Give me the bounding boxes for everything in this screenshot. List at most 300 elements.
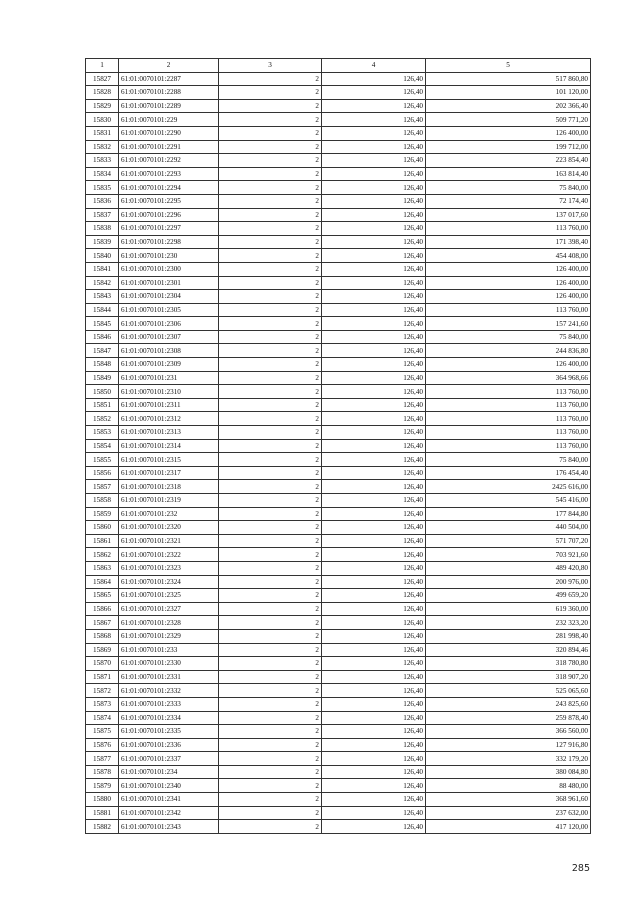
table-row [86, 412, 591, 426]
value-cell: 368 961,60 [426, 793, 591, 807]
row-number-cell: 15839 [86, 235, 119, 249]
value-cell: 101 120,00 [426, 86, 591, 100]
category-cell: 2 [219, 466, 322, 480]
row-number-cell: 15880 [86, 793, 119, 807]
cadastral-number-cell: 61:01:0070101:2304 [119, 290, 219, 304]
category-cell: 2 [219, 589, 322, 603]
row-number-cell: 15863 [86, 561, 119, 575]
cadastral-number-cell: 61:01:0070101:2333 [119, 697, 219, 711]
category-cell: 2 [219, 276, 322, 290]
rate-cell: 126,40 [322, 249, 426, 263]
category-cell: 2 [219, 494, 322, 508]
rate-cell: 126,40 [322, 181, 426, 195]
cadastral-number-cell: 61:01:0070101:2341 [119, 793, 219, 807]
cadastral-number-cell: 61:01:0070101:2313 [119, 426, 219, 440]
row-number-cell: 15853 [86, 426, 119, 440]
cadastral-number-cell: 61:01:0070101:231 [119, 371, 219, 385]
cadastral-number-cell: 61:01:0070101:2325 [119, 589, 219, 603]
row-number-cell: 15845 [86, 317, 119, 331]
cadastral-number-cell: 61:01:0070101:230 [119, 249, 219, 263]
row-number-cell: 15861 [86, 534, 119, 548]
category-cell: 2 [219, 534, 322, 548]
cadastral-number-cell: 61:01:0070101:2329 [119, 629, 219, 643]
cadastral-number-cell: 61:01:0070101:2301 [119, 276, 219, 290]
cadastral-number-cell: 61:01:0070101:2298 [119, 235, 219, 249]
category-cell: 2 [219, 629, 322, 643]
column-header-5: 5 [426, 59, 591, 73]
cadastral-number-cell: 61:01:0070101:2336 [119, 738, 219, 752]
rate-cell: 126,40 [322, 616, 426, 630]
cadastral-number-cell: 61:01:0070101:2319 [119, 494, 219, 508]
rate-cell: 126,40 [322, 453, 426, 467]
row-number-cell: 15856 [86, 466, 119, 480]
table-row [86, 453, 591, 467]
value-cell: 545 416,00 [426, 494, 591, 508]
rate-cell: 126,40 [322, 548, 426, 562]
rate-cell: 126,40 [322, 725, 426, 739]
category-cell: 2 [219, 670, 322, 684]
rate-cell: 126,40 [322, 439, 426, 453]
cadastral-number-cell: 61:01:0070101:2306 [119, 317, 219, 331]
category-cell: 2 [219, 290, 322, 304]
rate-cell: 126,40 [322, 235, 426, 249]
value-cell: 517 860,80 [426, 72, 591, 86]
value-cell: 320 894,46 [426, 643, 591, 657]
category-cell: 2 [219, 330, 322, 344]
row-number-cell: 15854 [86, 439, 119, 453]
category-cell: 2 [219, 752, 322, 766]
value-cell: 126 400,00 [426, 276, 591, 290]
table-row [86, 358, 591, 372]
rate-cell: 126,40 [322, 643, 426, 657]
category-cell: 2 [219, 358, 322, 372]
value-cell: 126 400,00 [426, 290, 591, 304]
row-number-cell: 15870 [86, 657, 119, 671]
rate-cell: 126,40 [322, 303, 426, 317]
category-cell: 2 [219, 86, 322, 100]
cadastral-number-cell: 61:01:0070101:229 [119, 113, 219, 127]
rate-cell: 126,40 [322, 602, 426, 616]
table-row [86, 507, 591, 521]
cadastral-number-cell: 61:01:0070101:2323 [119, 561, 219, 575]
rate-cell: 126,40 [322, 344, 426, 358]
row-number-cell: 15857 [86, 480, 119, 494]
table-row [86, 439, 591, 453]
rate-cell: 126,40 [322, 657, 426, 671]
category-cell: 2 [219, 820, 322, 834]
category-cell: 2 [219, 249, 322, 263]
cadastral-number-cell: 61:01:0070101:232 [119, 507, 219, 521]
table-row [86, 317, 591, 331]
value-cell: 171 398,40 [426, 235, 591, 249]
row-number-cell: 15869 [86, 643, 119, 657]
table-row [86, 657, 591, 671]
value-cell: 223 854,40 [426, 154, 591, 168]
table-row [86, 385, 591, 399]
value-cell: 243 825,60 [426, 697, 591, 711]
value-cell: 127 916,80 [426, 738, 591, 752]
cadastral-number-cell: 61:01:0070101:2324 [119, 575, 219, 589]
category-cell: 2 [219, 113, 322, 127]
table-row [86, 398, 591, 412]
row-number-cell: 15835 [86, 181, 119, 195]
value-cell: 199 712,00 [426, 140, 591, 154]
rate-cell: 126,40 [322, 779, 426, 793]
row-number-cell: 15879 [86, 779, 119, 793]
category-cell: 2 [219, 643, 322, 657]
table-row [86, 262, 591, 276]
row-number-cell: 15855 [86, 453, 119, 467]
category-cell: 2 [219, 181, 322, 195]
row-number-cell: 15827 [86, 72, 119, 86]
rate-cell: 126,40 [322, 371, 426, 385]
rate-cell: 126,40 [322, 99, 426, 113]
row-number-cell: 15860 [86, 521, 119, 535]
table-row [86, 222, 591, 236]
cadastral-number-cell: 61:01:0070101:2289 [119, 99, 219, 113]
cadastral-number-cell: 61:01:0070101:2305 [119, 303, 219, 317]
table-row [86, 290, 591, 304]
row-number-cell: 15872 [86, 684, 119, 698]
category-cell: 2 [219, 697, 322, 711]
page-number: 285 [571, 863, 590, 874]
row-number-cell: 15866 [86, 602, 119, 616]
category-cell: 2 [219, 575, 322, 589]
cadastral-value-table [85, 58, 591, 834]
rate-cell: 126,40 [322, 167, 426, 181]
cadastral-number-cell: 61:01:0070101:2295 [119, 194, 219, 208]
category-cell: 2 [219, 398, 322, 412]
cadastral-number-cell: 61:01:0070101:2296 [119, 208, 219, 222]
category-cell: 2 [219, 779, 322, 793]
category-cell: 2 [219, 235, 322, 249]
cadastral-number-cell: 61:01:0070101:2328 [119, 616, 219, 630]
value-cell: 113 760,00 [426, 398, 591, 412]
rate-cell: 126,40 [322, 765, 426, 779]
value-cell: 509 771,20 [426, 113, 591, 127]
cadastral-number-cell: 61:01:0070101:2342 [119, 806, 219, 820]
category-cell: 2 [219, 616, 322, 630]
rate-cell: 126,40 [322, 494, 426, 508]
rate-cell: 126,40 [322, 154, 426, 168]
cadastral-number-cell: 61:01:0070101:2294 [119, 181, 219, 195]
row-number-cell: 15864 [86, 575, 119, 589]
row-number-cell: 15836 [86, 194, 119, 208]
row-number-cell: 15846 [86, 330, 119, 344]
table-row [86, 820, 591, 834]
rate-cell: 126,40 [322, 194, 426, 208]
row-number-cell: 15858 [86, 494, 119, 508]
category-cell: 2 [219, 738, 322, 752]
value-cell: 244 836,80 [426, 344, 591, 358]
row-number-cell: 15873 [86, 697, 119, 711]
value-cell: 366 560,00 [426, 725, 591, 739]
category-cell: 2 [219, 412, 322, 426]
row-number-cell: 15882 [86, 820, 119, 834]
category-cell: 2 [219, 480, 322, 494]
value-cell: 75 840,00 [426, 181, 591, 195]
value-cell: 237 632,00 [426, 806, 591, 820]
category-cell: 2 [219, 344, 322, 358]
cadastral-number-cell: 61:01:0070101:233 [119, 643, 219, 657]
rate-cell: 126,40 [322, 521, 426, 535]
row-number-cell: 15867 [86, 616, 119, 630]
rate-cell: 126,40 [322, 208, 426, 222]
table-row [86, 629, 591, 643]
rate-cell: 126,40 [322, 697, 426, 711]
rate-cell: 126,40 [322, 330, 426, 344]
row-number-cell: 15837 [86, 208, 119, 222]
value-cell: 281 998,40 [426, 629, 591, 643]
rate-cell: 126,40 [322, 276, 426, 290]
cadastral-number-cell: 61:01:0070101:2300 [119, 262, 219, 276]
value-cell: 454 408,00 [426, 249, 591, 263]
cadastral-number-cell: 61:01:0070101:2311 [119, 398, 219, 412]
table-row [86, 371, 591, 385]
table-row [86, 725, 591, 739]
table-row [86, 194, 591, 208]
value-cell: 177 844,80 [426, 507, 591, 521]
cadastral-number-cell: 61:01:0070101:2320 [119, 521, 219, 535]
cadastral-number-cell: 61:01:0070101:2292 [119, 154, 219, 168]
table-row [86, 303, 591, 317]
category-cell: 2 [219, 521, 322, 535]
row-number-cell: 15874 [86, 711, 119, 725]
value-cell: 318 907,20 [426, 670, 591, 684]
row-number-cell: 15876 [86, 738, 119, 752]
table-row [86, 616, 591, 630]
value-cell: 163 814,40 [426, 167, 591, 181]
rate-cell: 126,40 [322, 385, 426, 399]
rate-cell: 126,40 [322, 752, 426, 766]
value-cell: 499 659,20 [426, 589, 591, 603]
cadastral-number-cell: 61:01:0070101:2309 [119, 358, 219, 372]
value-cell: 157 241,60 [426, 317, 591, 331]
table-row [86, 235, 591, 249]
value-cell: 88 480,00 [426, 779, 591, 793]
cadastral-number-cell: 61:01:0070101:2343 [119, 820, 219, 834]
cadastral-number-cell: 61:01:0070101:2321 [119, 534, 219, 548]
rate-cell: 126,40 [322, 507, 426, 521]
category-cell: 2 [219, 167, 322, 181]
category-cell: 2 [219, 793, 322, 807]
rate-cell: 126,40 [322, 806, 426, 820]
row-number-cell: 15862 [86, 548, 119, 562]
value-cell: 113 760,00 [426, 222, 591, 236]
value-cell: 137 017,60 [426, 208, 591, 222]
table-row [86, 494, 591, 508]
value-cell: 126 400,00 [426, 262, 591, 276]
category-cell: 2 [219, 154, 322, 168]
rate-cell: 126,40 [322, 820, 426, 834]
rate-cell: 126,40 [322, 629, 426, 643]
rate-cell: 126,40 [322, 398, 426, 412]
table-row [86, 561, 591, 575]
table-row [86, 426, 591, 440]
value-cell: 259 878,40 [426, 711, 591, 725]
table-row [86, 711, 591, 725]
category-cell: 2 [219, 222, 322, 236]
row-number-cell: 15877 [86, 752, 119, 766]
table-row [86, 670, 591, 684]
table-row [86, 806, 591, 820]
column-header-4: 4 [322, 59, 426, 73]
table-row [86, 602, 591, 616]
cadastral-number-cell: 61:01:0070101:2308 [119, 344, 219, 358]
cadastral-number-cell: 61:01:0070101:2310 [119, 385, 219, 399]
table-row [86, 521, 591, 535]
row-number-cell: 15833 [86, 154, 119, 168]
rate-cell: 126,40 [322, 140, 426, 154]
category-cell: 2 [219, 602, 322, 616]
category-cell: 2 [219, 426, 322, 440]
value-cell: 571 707,20 [426, 534, 591, 548]
cadastral-number-cell: 61:01:0070101:234 [119, 765, 219, 779]
table-row [86, 181, 591, 195]
rate-cell: 126,40 [322, 126, 426, 140]
column-header-2: 2 [119, 59, 219, 73]
cadastral-number-cell: 61:01:0070101:2340 [119, 779, 219, 793]
category-cell: 2 [219, 99, 322, 113]
cadastral-number-cell: 61:01:0070101:2312 [119, 412, 219, 426]
category-cell: 2 [219, 657, 322, 671]
category-cell: 2 [219, 126, 322, 140]
value-cell: 318 780,80 [426, 657, 591, 671]
value-cell: 332 179,20 [426, 752, 591, 766]
table-row [86, 779, 591, 793]
value-cell: 176 454,40 [426, 466, 591, 480]
cadastral-number-cell: 61:01:0070101:2327 [119, 602, 219, 616]
cadastral-number-cell: 61:01:0070101:2307 [119, 330, 219, 344]
value-cell: 364 968,66 [426, 371, 591, 385]
column-header-1: 1 [86, 59, 119, 73]
value-cell: 113 760,00 [426, 385, 591, 399]
category-cell: 2 [219, 303, 322, 317]
rate-cell: 126,40 [322, 290, 426, 304]
rate-cell: 126,40 [322, 466, 426, 480]
table-row [86, 208, 591, 222]
rate-cell: 126,40 [322, 262, 426, 276]
table-row [86, 697, 591, 711]
cadastral-number-cell: 61:01:0070101:2287 [119, 72, 219, 86]
cadastral-number-cell: 61:01:0070101:2318 [119, 480, 219, 494]
cadastral-number-cell: 61:01:0070101:2337 [119, 752, 219, 766]
rate-cell: 126,40 [322, 222, 426, 236]
cadastral-number-cell: 61:01:0070101:2288 [119, 86, 219, 100]
row-number-cell: 15849 [86, 371, 119, 385]
table-row [86, 752, 591, 766]
category-cell: 2 [219, 371, 322, 385]
table-row [86, 154, 591, 168]
table-row [86, 86, 591, 100]
table-row [86, 249, 591, 263]
row-number-cell: 15838 [86, 222, 119, 236]
table-row [86, 534, 591, 548]
row-number-cell: 15829 [86, 99, 119, 113]
row-number-cell: 15828 [86, 86, 119, 100]
category-cell: 2 [219, 806, 322, 820]
category-cell: 2 [219, 507, 322, 521]
cadastral-number-cell: 61:01:0070101:2297 [119, 222, 219, 236]
rate-cell: 126,40 [322, 534, 426, 548]
category-cell: 2 [219, 262, 322, 276]
category-cell: 2 [219, 684, 322, 698]
rate-cell: 126,40 [322, 684, 426, 698]
value-cell: 417 120,00 [426, 820, 591, 834]
table-row [86, 738, 591, 752]
cadastral-number-cell: 61:01:0070101:2314 [119, 439, 219, 453]
value-cell: 200 976,00 [426, 575, 591, 589]
column-header-3: 3 [219, 59, 322, 73]
table-row [86, 575, 591, 589]
value-cell: 703 921,60 [426, 548, 591, 562]
category-cell: 2 [219, 765, 322, 779]
rate-cell: 126,40 [322, 113, 426, 127]
value-cell: 525 065,60 [426, 684, 591, 698]
row-number-cell: 15840 [86, 249, 119, 263]
table-row [86, 167, 591, 181]
row-number-cell: 15834 [86, 167, 119, 181]
row-number-cell: 15843 [86, 290, 119, 304]
value-cell: 113 760,00 [426, 412, 591, 426]
rate-cell: 126,40 [322, 412, 426, 426]
cadastral-number-cell: 61:01:0070101:2293 [119, 167, 219, 181]
rate-cell: 126,40 [322, 738, 426, 752]
row-number-cell: 15859 [86, 507, 119, 521]
category-cell: 2 [219, 72, 322, 86]
value-cell: 75 840,00 [426, 453, 591, 467]
value-cell: 75 840,00 [426, 330, 591, 344]
cadastral-number-cell: 61:01:0070101:2331 [119, 670, 219, 684]
row-number-cell: 15842 [86, 276, 119, 290]
table-row [86, 276, 591, 290]
table-row [86, 643, 591, 657]
category-cell: 2 [219, 208, 322, 222]
table-body [86, 72, 591, 833]
category-cell: 2 [219, 317, 322, 331]
table-row [86, 344, 591, 358]
value-cell: 126 400,00 [426, 126, 591, 140]
row-number-cell: 15830 [86, 113, 119, 127]
cadastral-number-cell: 61:01:0070101:2332 [119, 684, 219, 698]
category-cell: 2 [219, 194, 322, 208]
cadastral-number-cell: 61:01:0070101:2291 [119, 140, 219, 154]
row-number-cell: 15852 [86, 412, 119, 426]
table-row [86, 480, 591, 494]
table-row [86, 113, 591, 127]
value-cell: 113 760,00 [426, 303, 591, 317]
category-cell: 2 [219, 439, 322, 453]
cadastral-number-cell: 61:01:0070101:2322 [119, 548, 219, 562]
table-row [86, 793, 591, 807]
row-number-cell: 15850 [86, 385, 119, 399]
rate-cell: 126,40 [322, 426, 426, 440]
rate-cell: 126,40 [322, 72, 426, 86]
cadastral-number-cell: 61:01:0070101:2317 [119, 466, 219, 480]
row-number-cell: 15875 [86, 725, 119, 739]
row-number-cell: 15831 [86, 126, 119, 140]
row-number-cell: 15865 [86, 589, 119, 603]
category-cell: 2 [219, 711, 322, 725]
rate-cell: 126,40 [322, 589, 426, 603]
table-row [86, 72, 591, 86]
cadastral-number-cell: 61:01:0070101:2330 [119, 657, 219, 671]
table-row [86, 99, 591, 113]
rate-cell: 126,40 [322, 575, 426, 589]
category-cell: 2 [219, 453, 322, 467]
table-row [86, 589, 591, 603]
rate-cell: 126,40 [322, 711, 426, 725]
